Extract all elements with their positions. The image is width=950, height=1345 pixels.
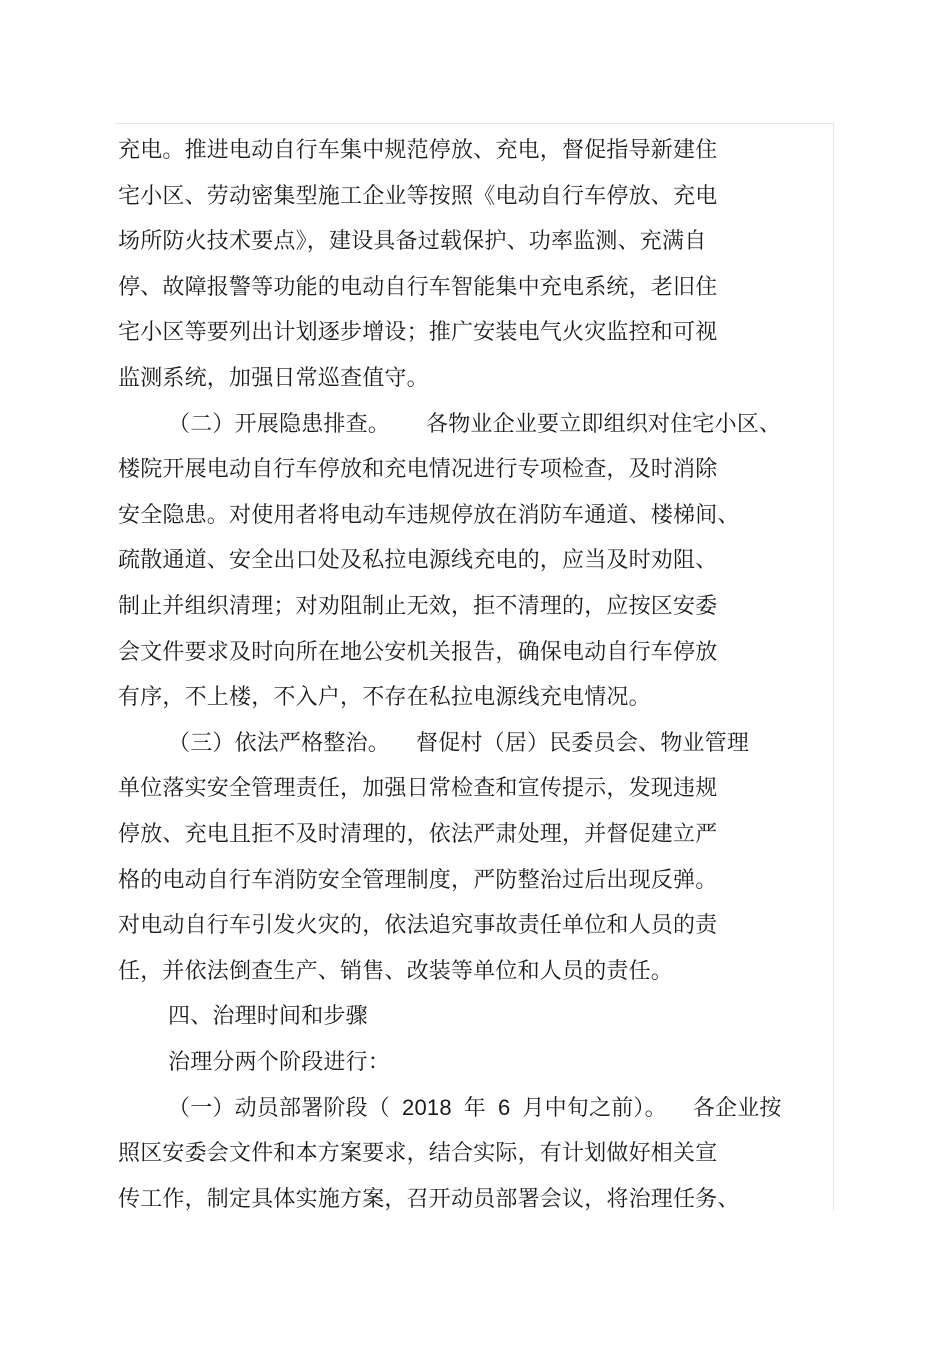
stage-1-month-suffix: 月中旬之前）。 xyxy=(522,1096,667,1122)
paragraph-line: 照区安委会文件和本方案要求，结合实际，有计划做好相关宣 xyxy=(118,1141,718,1167)
stage-1-text: 各企业按 xyxy=(692,1096,782,1122)
paragraph-line: 有序，不上楼，不入户，不存在私拉电源线充电情况。 xyxy=(118,685,651,711)
section-2-first-line xyxy=(118,402,838,448)
stage-1-first-line xyxy=(118,1085,838,1131)
section-3-heading: （三）依法严格整治。 xyxy=(168,730,391,756)
paragraph-line: 对电动自行车引发火灾的，依法追究事故责任单位和人员的责 xyxy=(118,913,718,939)
stage-1-month: 6 xyxy=(497,1095,511,1121)
section-4-intro: 治理分两个阶段进行： xyxy=(168,1049,391,1075)
paragraph-line: 宅小区等要列出计划逐步增设；推广安装电气火灾监控和可视 xyxy=(118,320,718,346)
section-3-text: 督促村（居）民委员会、物业管理 xyxy=(416,730,750,756)
section-2-text: 各物业企业要立即组织对住宅小区、 xyxy=(426,411,782,437)
paragraph-line: 监测系统，加强日常巡查值守。 xyxy=(118,365,429,391)
stage-1-heading: （一）动员部署阶段（ xyxy=(168,1096,391,1122)
paragraph-line: 制止并组织清理；对劝阻制止无效，拒不清理的，应按区安委 xyxy=(118,593,718,619)
paragraph-line: 楼院开展电动自行车停放和充电情况进行专项检查，及时消除 xyxy=(118,457,718,483)
section-4-heading: 四、治理时间和步骤 xyxy=(168,1004,368,1030)
paragraph-line: 宅小区、劳动密集型施工企业等按照《电动自行车停放、充电 xyxy=(118,183,718,209)
paragraph-line: 任，并依法倒查生产、销售、改装等单位和人员的责任。 xyxy=(118,958,674,984)
stage-1-year: 2018 xyxy=(402,1095,452,1121)
paragraph-line: 格的电动自行车消防安全管理制度，严防整治过后出现反弹。 xyxy=(118,867,718,893)
section-2-heading: （二）开展隐患排查。 xyxy=(168,411,391,437)
paragraph-line: 安全隐患。对使用者将电动车违规停放在消防车通道、楼梯间、 xyxy=(118,502,740,528)
paragraph-line: 会文件要求及时向所在地公安机关报告，确保电动自行车停放 xyxy=(118,639,718,665)
paragraph-line: 充电。推进电动自行车集中规范停放、充电，督促指导新建住 xyxy=(118,138,718,163)
paragraph-line: 停、故障报警等功能的电动自行车智能集中充电系统，老旧住 xyxy=(118,274,718,300)
paragraph-line: 单位落实安全管理责任，加强日常检查和宣传提示，发现违规 xyxy=(118,776,718,802)
paragraph-line: 传工作，制定具体实施方案，召开动员部署会议，将治理任务、 xyxy=(118,1186,740,1212)
paragraph-line: 疏散通道、安全出口处及私拉电源线充电的，应当及时劝阻、 xyxy=(118,548,718,574)
document-body xyxy=(118,128,838,1222)
stage-1-year-unit: 年 xyxy=(463,1096,486,1122)
paragraph-line: 停放、充电且拒不及时清理的，依法严肃处理，并督促建立严 xyxy=(118,821,718,847)
paragraph-line: 场所防火技术要点》，建设具备过载保护、功率监测、充满自 xyxy=(118,229,707,255)
section-3-first-line xyxy=(118,721,838,767)
